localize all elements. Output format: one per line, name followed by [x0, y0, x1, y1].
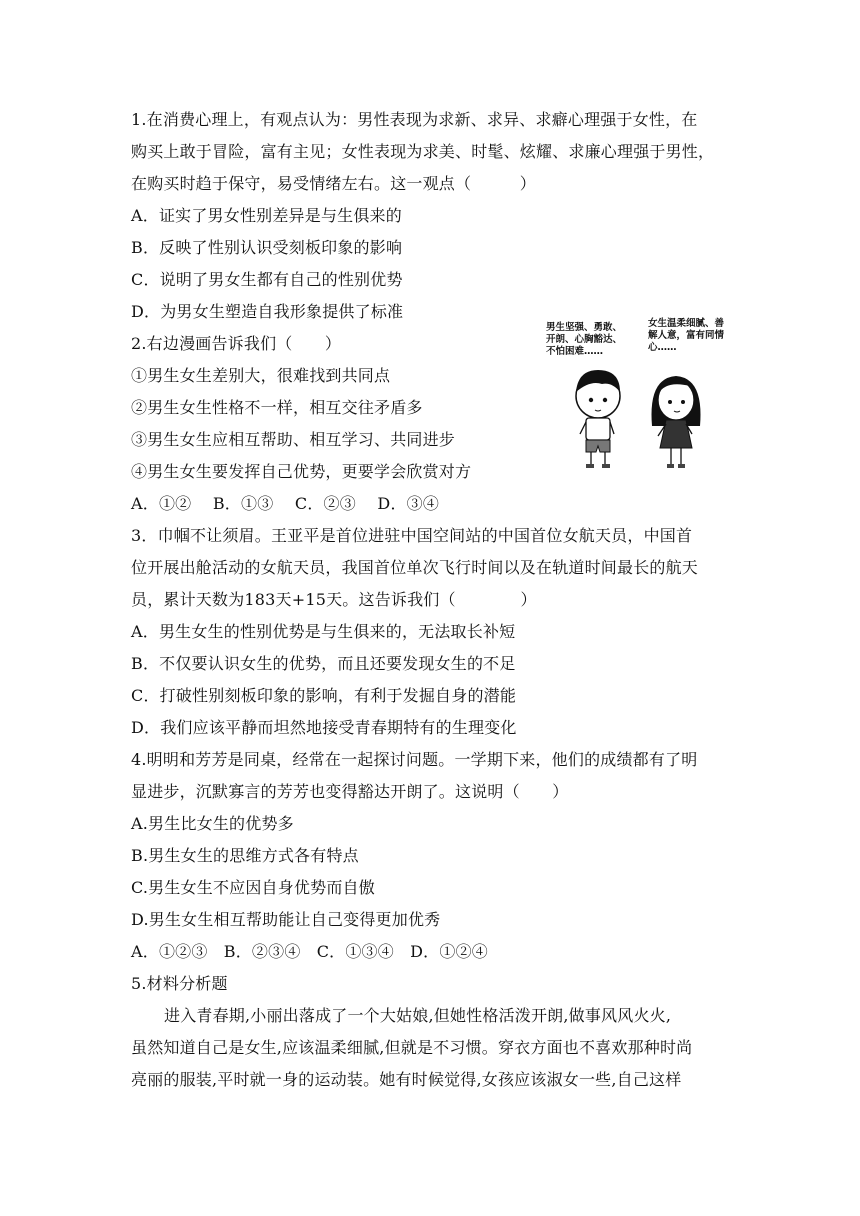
q4-item-d: D.男生女生相互帮助能让自己变得更加优秀 [131, 910, 441, 929]
q5-title: 5.材料分析题 [131, 974, 228, 993]
q4-item-a: A.男生比女生的优势多 [131, 814, 294, 833]
q2-choices: A．①② B．①③ C．②③ D．③④ [131, 494, 440, 513]
girl-figure [652, 376, 701, 468]
q2-item-4: ④男生女生要发挥自己优势，更要学会欣赏对方 [131, 462, 472, 481]
q1-option-a: A．证实了男女性别差异是与生俱来的 [131, 206, 402, 225]
q2-item-2: ②男生女生性格不一样，相互交往矛盾多 [131, 398, 423, 417]
q1-stem-line-1: 1.在消费心理上，有观点认为：男性表现为求新、求异、求癖心理强于女性，在 [131, 110, 698, 129]
q2-item-3: ③男生女生应相互帮助、相互学习、共同进步 [131, 430, 456, 449]
q1-option-d: D．为男女生塑造自我形象提供了标准 [131, 302, 404, 321]
q5-material-line-1: 进入青春期,小丽出落成了一个大姑娘,但她性格活泼开朗,做事风风火火, [164, 1006, 672, 1025]
q3-stem-line-3: 员，累计天数为183天+15天。这告诉我们（ ） [131, 590, 537, 609]
q3-stem-line-2: 位开展出舱活动的女航天员，我国首位单次飞行时间以及在轨道时间最长的航天 [131, 558, 699, 577]
q4-choices: A．①②③ B．②③④ C．①③④ D．①②④ [131, 942, 488, 961]
q3-option-b: B．不仅要认识女生的优势，而且还要发现女生的不足 [131, 654, 516, 673]
q4-stem-line-2: 显进步，沉默寡言的芳芳也变得豁达开朗了。这说明（ ） [131, 782, 569, 801]
q4-item-c: C.男生女生不应因自身优势而自傲 [131, 878, 375, 897]
q5-material-line-3: 亮丽的服装,平时就一身的运动装。她有时候觉得,女孩应该淑女一些,自己这样 [131, 1070, 682, 1089]
q1-stem-line-3: 在购买时趋于保守，易受情绪左右。这一观点（ ） [131, 174, 537, 193]
q1-option-c: C．说明了男女生都有自己的性别优势 [131, 270, 403, 289]
q4-stem-line-1: 4.明明和芳芳是同桌，经常在一起探讨问题。一学期下来，他们的成绩都有了明 [131, 750, 698, 769]
boy-speech-text: 男生坚强、勇敢、开朗、心胸豁达、不怕困难…… [546, 322, 623, 357]
girl-speech-text: 女生温柔细腻、善解人意，富有同情心…… [648, 318, 725, 353]
q3-option-d: D．我们应该平静而坦然地接受青春期特有的生理变化 [131, 718, 517, 737]
q3-option-a: A．男生女生的性别优势是与生俱来的，无法取长补短 [131, 622, 516, 641]
comic-illustration [540, 318, 740, 478]
q3-stem-line-1: 3．巾帼不让须眉。王亚平是首位进驻中国空间站的中国首位女航天员，中国首 [131, 526, 693, 545]
q3-option-c: C．打破性别刻板印象的影响，有利于发掘自身的潜能 [131, 686, 517, 705]
q5-material-line-2: 虽然知道自己是女生,应该温柔细腻,但就是不习惯。穿衣方面也不喜欢那种时尚 [131, 1038, 693, 1057]
q4-item-b: B.男生女生的思维方式各有特点 [131, 846, 359, 865]
q2-stem: 2.右边漫画告诉我们（ ） [131, 334, 342, 353]
q1-option-b: B．反映了性别认识受刻板印象的影响 [131, 238, 403, 257]
q1-stem-line-2: 购买上敢于冒险，富有主见；女性表现为求美、时髦、炫耀、求廉心理强于男性， [131, 142, 715, 161]
boy-figure [576, 370, 620, 468]
boy-girl-cartoon [540, 318, 740, 478]
q2-item-1: ①男生女生差别大，很难找到共同点 [131, 366, 391, 385]
